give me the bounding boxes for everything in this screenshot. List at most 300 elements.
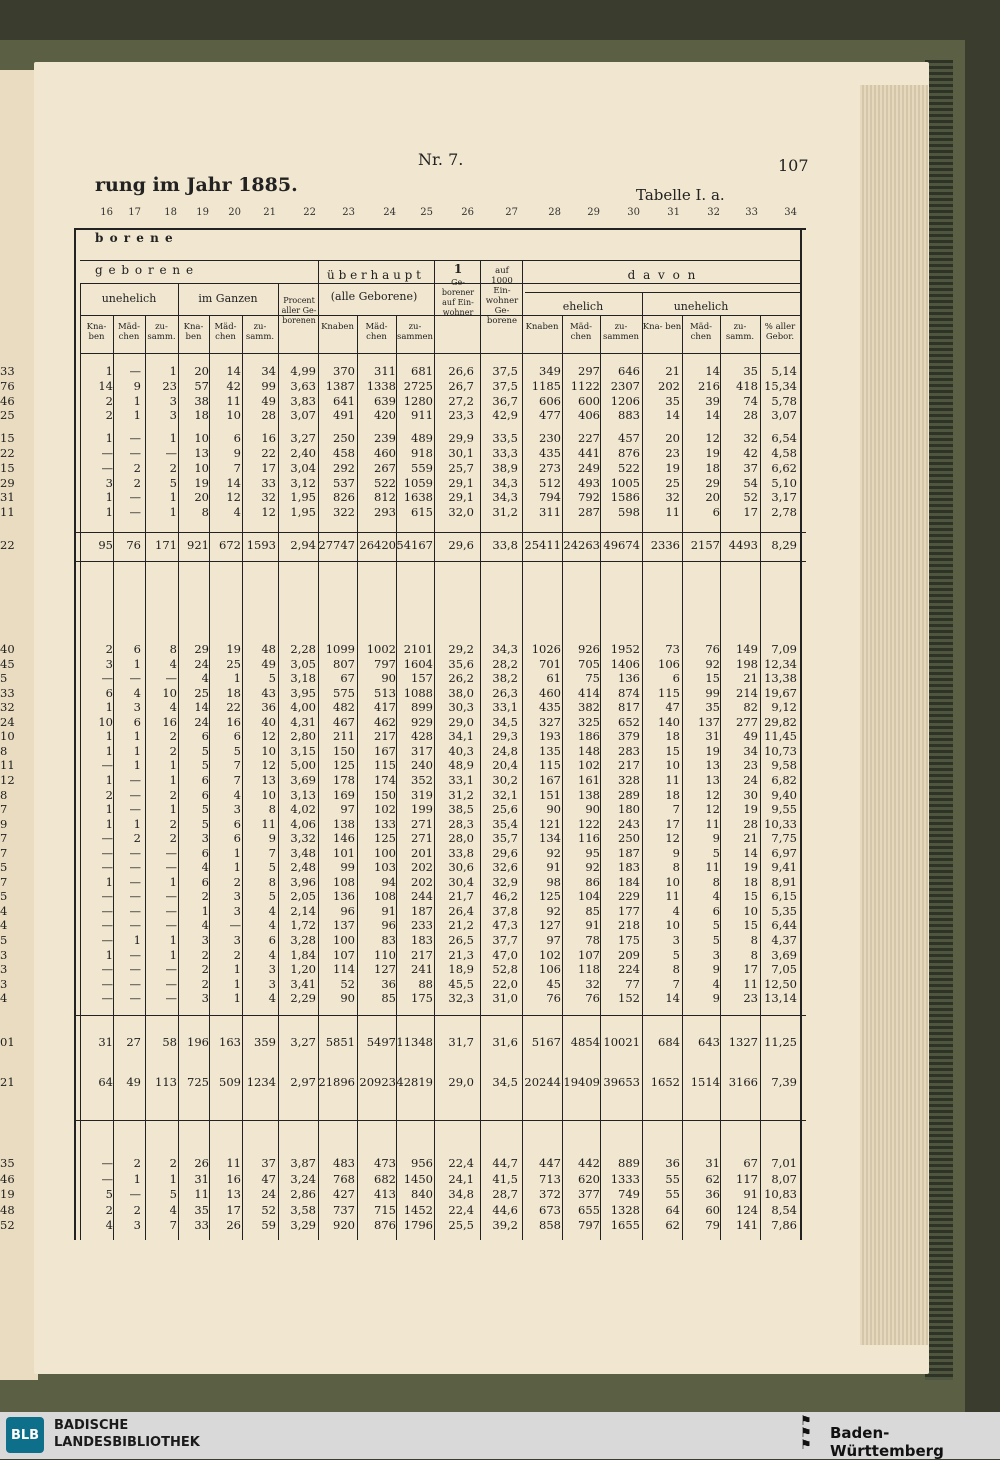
cell: 911 <box>411 408 433 423</box>
cell: 12 <box>226 490 241 505</box>
cell: 5 <box>268 889 276 904</box>
cell: 21,2 <box>448 918 474 933</box>
cell: 1,95 <box>290 490 316 505</box>
left-page-cell: 12 <box>0 772 15 787</box>
cell: 420 <box>374 408 396 423</box>
cell: 32 <box>743 431 758 446</box>
blb-logo-icon: BLB <box>6 1417 44 1453</box>
cell: 559 <box>411 460 433 475</box>
cell: 3,32 <box>290 831 316 846</box>
cell: 1122 <box>570 378 600 393</box>
cell: 25,7 <box>448 460 474 475</box>
cell: 8 <box>750 947 758 962</box>
cell: 199 <box>411 802 433 817</box>
cell: 6 <box>233 831 241 846</box>
cell: 110 <box>374 947 396 962</box>
cell: 30,6 <box>448 860 474 875</box>
cell: 2 <box>233 874 241 889</box>
cell: 38,5 <box>448 802 474 817</box>
cell: 13 <box>226 1187 241 1201</box>
cell: 792 <box>578 490 600 505</box>
cell: 216 <box>698 378 720 393</box>
cell: 175 <box>618 933 640 947</box>
cell: — <box>129 671 141 686</box>
cell: 54167 <box>396 538 433 552</box>
left-page-cell: 29 <box>0 475 15 490</box>
left-page-cell: 7 <box>0 831 8 846</box>
cell: 11 <box>665 889 680 904</box>
cell: 27,2 <box>448 393 474 408</box>
cell: 52 <box>743 490 758 505</box>
cell: 2 <box>105 408 113 423</box>
cell: 435 <box>539 700 561 715</box>
bw-name: Baden-Württemberg <box>830 1424 944 1460</box>
cell: 12 <box>665 831 680 846</box>
left-page-cell: 15 <box>0 460 15 475</box>
cell: 2,78 <box>771 505 797 520</box>
left-page-cell: 24 <box>0 714 15 729</box>
cell: 4 <box>169 656 177 671</box>
left-page-cell: 31 <box>0 490 15 505</box>
cell: 600 <box>578 393 600 408</box>
subheader-24: Mäd- chen <box>365 322 388 342</box>
cell: 17 <box>226 1202 241 1217</box>
cell: 3,69 <box>290 772 316 787</box>
subheader-34: % aller Gebor. <box>764 322 796 342</box>
cell: 33 <box>261 475 276 490</box>
cell: 5,78 <box>771 393 797 408</box>
cell: 3 <box>105 656 113 671</box>
left-page-cell: 5 <box>0 860 8 875</box>
cell: — <box>129 903 141 918</box>
cell: 30,2 <box>492 772 518 787</box>
cell: 1234 <box>246 1075 276 1089</box>
left-page-cell: 46 <box>0 1171 15 1186</box>
cell: — <box>101 460 113 475</box>
cell: — <box>129 505 141 520</box>
cell: 2 <box>169 460 177 475</box>
cell: 12 <box>261 505 276 520</box>
cell: 1185 <box>531 378 561 393</box>
cell: 3,29 <box>290 1218 316 1232</box>
cell: — <box>101 758 113 773</box>
cell: 1 <box>133 816 141 831</box>
cell: 6 <box>712 903 720 918</box>
left-page-cell: 48 <box>0 1202 15 1217</box>
cell: 1 <box>105 729 113 744</box>
cell: 73 <box>665 642 680 656</box>
cell: 250 <box>618 831 640 846</box>
cell: 5 <box>169 475 177 490</box>
left-page-cell: 40 <box>0 642 15 656</box>
cell: 101 <box>333 845 355 860</box>
cell: 1 <box>105 772 113 787</box>
cell: 20923 <box>359 1075 396 1089</box>
cell: 292 <box>333 460 355 475</box>
cell: 4 <box>672 903 680 918</box>
cell: 18 <box>743 874 758 889</box>
cell: 29,3 <box>492 729 518 744</box>
cell: 6 <box>105 685 113 700</box>
cell: 1099 <box>325 642 355 656</box>
cell: 76 <box>126 538 141 552</box>
cell: 646 <box>618 364 640 378</box>
cell: 34,8 <box>448 1187 474 1201</box>
left-page-cell: 15 <box>0 431 15 446</box>
left-page-cell: 10 <box>0 729 15 744</box>
cell: 26,2 <box>448 671 474 686</box>
cell: 85 <box>381 991 396 1006</box>
cell: 4 <box>201 671 209 686</box>
cell: 25 <box>194 685 209 700</box>
cell: 230 <box>539 431 561 446</box>
grid-hline-1 <box>80 260 802 261</box>
cell: 7 <box>169 1218 177 1232</box>
cell: 2336 <box>650 538 680 552</box>
cell: 146 <box>333 831 355 846</box>
cell: — <box>101 889 113 904</box>
left-page-cell: 11 <box>0 758 15 773</box>
cell: 184 <box>618 874 640 889</box>
cell: 141 <box>736 1218 758 1232</box>
cell: 3 <box>133 700 141 715</box>
cell: 4 <box>268 991 276 1006</box>
cell: 33,8 <box>492 538 518 552</box>
cell: 32 <box>585 976 600 991</box>
subheader-17: Mäd- chen <box>117 322 141 342</box>
cell: 34,1 <box>448 729 474 744</box>
cell: 11 <box>226 393 241 408</box>
cell: 11 <box>743 976 758 991</box>
cell: 37,5 <box>492 378 518 393</box>
cell: 23 <box>743 991 758 1006</box>
cell: 1638 <box>403 490 433 505</box>
cell: 458 <box>333 446 355 460</box>
cell: 36 <box>261 700 276 715</box>
cell: 349 <box>539 364 561 378</box>
cell: 18 <box>194 408 209 423</box>
cell: 926 <box>578 642 600 656</box>
cell: 17 <box>261 460 276 475</box>
cell: 138 <box>578 787 600 802</box>
cell: 6,15 <box>771 889 797 904</box>
cell: 39 <box>705 393 720 408</box>
cell: 1005 <box>610 475 640 490</box>
left-page-cell: 45 <box>0 656 15 671</box>
cell: 277 <box>736 714 758 729</box>
cell: 127 <box>539 918 561 933</box>
cell: 1280 <box>403 393 433 408</box>
cell: 575 <box>333 685 355 700</box>
cell: 11,45 <box>764 729 797 744</box>
column-number-22: 22 <box>303 207 316 218</box>
cell: 489 <box>411 431 433 446</box>
cell: 243 <box>618 816 640 831</box>
cell: 14 <box>98 378 113 393</box>
cell: 681 <box>411 364 433 378</box>
cell: 1 <box>133 758 141 773</box>
header-im-ganzen: im Ganzen <box>198 292 258 305</box>
cell: 9,55 <box>771 802 797 817</box>
cell: 8 <box>672 962 680 977</box>
cell: 1452 <box>403 1202 433 1217</box>
cell: 359 <box>254 1035 276 1049</box>
cell: — <box>165 860 177 875</box>
cell: 11 <box>665 772 680 787</box>
cell: 11 <box>261 816 276 831</box>
cell: 24,1 <box>448 1171 474 1186</box>
left-page-cell: 33 <box>0 685 15 700</box>
cell: 33,3 <box>492 446 518 460</box>
cell: 16 <box>261 431 276 446</box>
cell: 43 <box>261 685 276 700</box>
cell: 34,3 <box>492 475 518 490</box>
subheader-29: Mäd- chen <box>569 322 593 342</box>
cell: — <box>165 991 177 1006</box>
cell: 1 <box>169 431 177 446</box>
cell: 1 <box>105 802 113 817</box>
cell: — <box>129 874 141 889</box>
cell: 6,82 <box>771 772 797 787</box>
cell: 19 <box>743 802 758 817</box>
cell: 18 <box>665 787 680 802</box>
cell: 2 <box>105 393 113 408</box>
cell: 7 <box>268 845 276 860</box>
column-number-26: 26 <box>461 207 474 218</box>
cell: — <box>129 991 141 1006</box>
cell: 6,54 <box>771 431 797 446</box>
cell: 37,8 <box>492 903 518 918</box>
cell: 2,86 <box>290 1187 316 1201</box>
cell: 100 <box>374 845 396 860</box>
header-geborener-auf: Ge- borener auf Ein- wohner <box>441 278 475 317</box>
cell: 34 <box>261 364 276 378</box>
cell: 27747 <box>318 538 355 552</box>
cell: 5497 <box>366 1035 396 1049</box>
cell: 77 <box>625 976 640 991</box>
cell: 3,24 <box>290 1171 316 1186</box>
cell: 113 <box>155 1075 177 1089</box>
left-page-cell: 8 <box>0 743 8 758</box>
cell: 5 <box>268 671 276 686</box>
cell: 42 <box>226 378 241 393</box>
cell: 2,29 <box>290 991 316 1006</box>
cell: 5 <box>233 743 241 758</box>
cell: 180 <box>618 802 640 817</box>
cell: 3,95 <box>290 685 316 700</box>
cell: 2 <box>133 460 141 475</box>
cell: 442 <box>578 1156 600 1170</box>
cell: 36 <box>381 976 396 991</box>
cell: 32,3 <box>448 991 474 1006</box>
cell: 1 <box>201 903 209 918</box>
cell: 15 <box>743 918 758 933</box>
cell: 22,0 <box>492 976 518 991</box>
cell: 2 <box>169 743 177 758</box>
cell: 29,6 <box>448 538 474 552</box>
cell: 21896 <box>318 1075 355 1089</box>
cell: 493 <box>578 475 600 490</box>
cell: 672 <box>219 538 241 552</box>
cell: 1,72 <box>290 918 316 933</box>
cell: 283 <box>618 743 640 758</box>
cell: 4 <box>105 1218 113 1232</box>
cell: 115 <box>539 758 561 773</box>
cell: 3,27 <box>290 431 316 446</box>
cell: 3,15 <box>290 743 316 758</box>
cell: 2 <box>201 889 209 904</box>
cell: 267 <box>374 460 396 475</box>
cell: 21,3 <box>448 947 474 962</box>
cell: 2,40 <box>290 446 316 460</box>
cell: 106 <box>539 962 561 977</box>
cell: 15 <box>743 889 758 904</box>
cell: 26 <box>226 1218 241 1232</box>
cell: 643 <box>698 1035 720 1049</box>
cell: 7,05 <box>771 962 797 977</box>
cell: 6 <box>201 845 209 860</box>
cell: 24 <box>194 714 209 729</box>
cell: — <box>229 918 241 933</box>
cell: 35 <box>743 364 758 378</box>
left-page-cell: 3 <box>0 947 8 962</box>
left-page-cell: 32 <box>0 700 15 715</box>
cell: 5851 <box>325 1035 355 1049</box>
cell: 58 <box>162 1035 177 1049</box>
cell: — <box>101 1171 113 1186</box>
cell: 92 <box>546 845 561 860</box>
grid-vline-19 <box>800 228 802 1240</box>
cell: 76 <box>546 991 561 1006</box>
cell: 22,4 <box>448 1202 474 1217</box>
header-unehelich-left: unehelich <box>101 292 157 305</box>
cell: 1 <box>105 431 113 446</box>
cell: 11 <box>665 505 680 520</box>
cell: 46,2 <box>492 889 518 904</box>
cell: 38,2 <box>492 671 518 686</box>
cell: 37 <box>743 460 758 475</box>
left-page-cell: 7 <box>0 845 8 860</box>
cell: — <box>165 889 177 904</box>
cell: 14 <box>705 364 720 378</box>
cell: 287 <box>578 505 600 520</box>
cell: 293 <box>374 505 396 520</box>
cell: 9,58 <box>771 758 797 773</box>
cell: 76 <box>705 642 720 656</box>
left-page-cell: 76 <box>0 378 15 393</box>
cell: 6 <box>233 431 241 446</box>
cell: 1 <box>169 758 177 773</box>
cell: 4 <box>233 787 241 802</box>
cell: 7,86 <box>771 1218 797 1232</box>
cell: 1 <box>169 874 177 889</box>
cell: 28 <box>743 816 758 831</box>
cell: 1586 <box>610 490 640 505</box>
cell: 509 <box>219 1075 241 1089</box>
cell: 224 <box>618 962 640 977</box>
cell: 10,73 <box>764 743 797 758</box>
cell: 9 <box>672 845 680 860</box>
cell: 3,05 <box>290 656 316 671</box>
cell: 1002 <box>366 642 396 656</box>
cell: 477 <box>539 408 561 423</box>
page-title: rung im Jahr 1885. <box>95 174 298 196</box>
cell: 3 <box>105 475 113 490</box>
cell: 1 <box>133 933 141 947</box>
cell: 10 <box>162 685 177 700</box>
cell: 217 <box>411 947 433 962</box>
cell: — <box>101 918 113 933</box>
cell: 21 <box>743 831 758 846</box>
cell: 2 <box>133 475 141 490</box>
cell: 217 <box>374 729 396 744</box>
cell: 413 <box>374 1187 396 1201</box>
cell: 118 <box>578 962 600 977</box>
header-ueberhaupt: ü b e r h a u p t <box>327 268 421 282</box>
cell: 273 <box>539 460 561 475</box>
column-number-33: 33 <box>745 207 758 218</box>
cell: 3,48 <box>290 845 316 860</box>
cell: 10 <box>194 460 209 475</box>
cell: 522 <box>374 475 396 490</box>
cell: — <box>129 889 141 904</box>
cell: 7,75 <box>771 831 797 846</box>
cell: 701 <box>539 656 561 671</box>
cell: 17 <box>743 505 758 520</box>
cell: 217 <box>618 758 640 773</box>
cell: 9,40 <box>771 787 797 802</box>
cell: 90 <box>546 802 561 817</box>
cell: 1 <box>233 860 241 875</box>
cell: 35,4 <box>492 816 518 831</box>
cell: 34,5 <box>492 1075 518 1089</box>
cell: 920 <box>333 1218 355 1232</box>
cell: — <box>129 787 141 802</box>
cell: 812 <box>374 490 396 505</box>
cell: 28 <box>261 408 276 423</box>
cell: 138 <box>333 816 355 831</box>
cell: 125 <box>333 758 355 773</box>
cell: 1 <box>105 947 113 962</box>
cell: 19 <box>743 860 758 875</box>
cell: 150 <box>333 743 355 758</box>
cell: 99 <box>340 860 355 875</box>
grid-hline-3 <box>525 292 800 293</box>
cell: 5,00 <box>290 758 316 773</box>
cell: 24 <box>261 1187 276 1201</box>
cell: 1406 <box>610 656 640 671</box>
cell: 491 <box>333 408 355 423</box>
cell: 193 <box>539 729 561 744</box>
cell: — <box>129 802 141 817</box>
cell: 49 <box>261 393 276 408</box>
cell: 140 <box>658 714 680 729</box>
cell: 107 <box>578 947 600 962</box>
cell: 3,58 <box>290 1202 316 1217</box>
cell: 127 <box>374 962 396 977</box>
cell: 3 <box>233 933 241 947</box>
cell: 3 <box>233 903 241 918</box>
column-number-24: 24 <box>383 207 396 218</box>
left-page-cell: 7 <box>0 802 8 817</box>
cell: 5,10 <box>771 475 797 490</box>
column-number-29: 29 <box>587 207 600 218</box>
cell: 202 <box>411 860 433 875</box>
cell: 38,9 <box>492 460 518 475</box>
cell: 826 <box>333 490 355 505</box>
cell: 2 <box>233 947 241 962</box>
cell: 3 <box>201 991 209 1006</box>
